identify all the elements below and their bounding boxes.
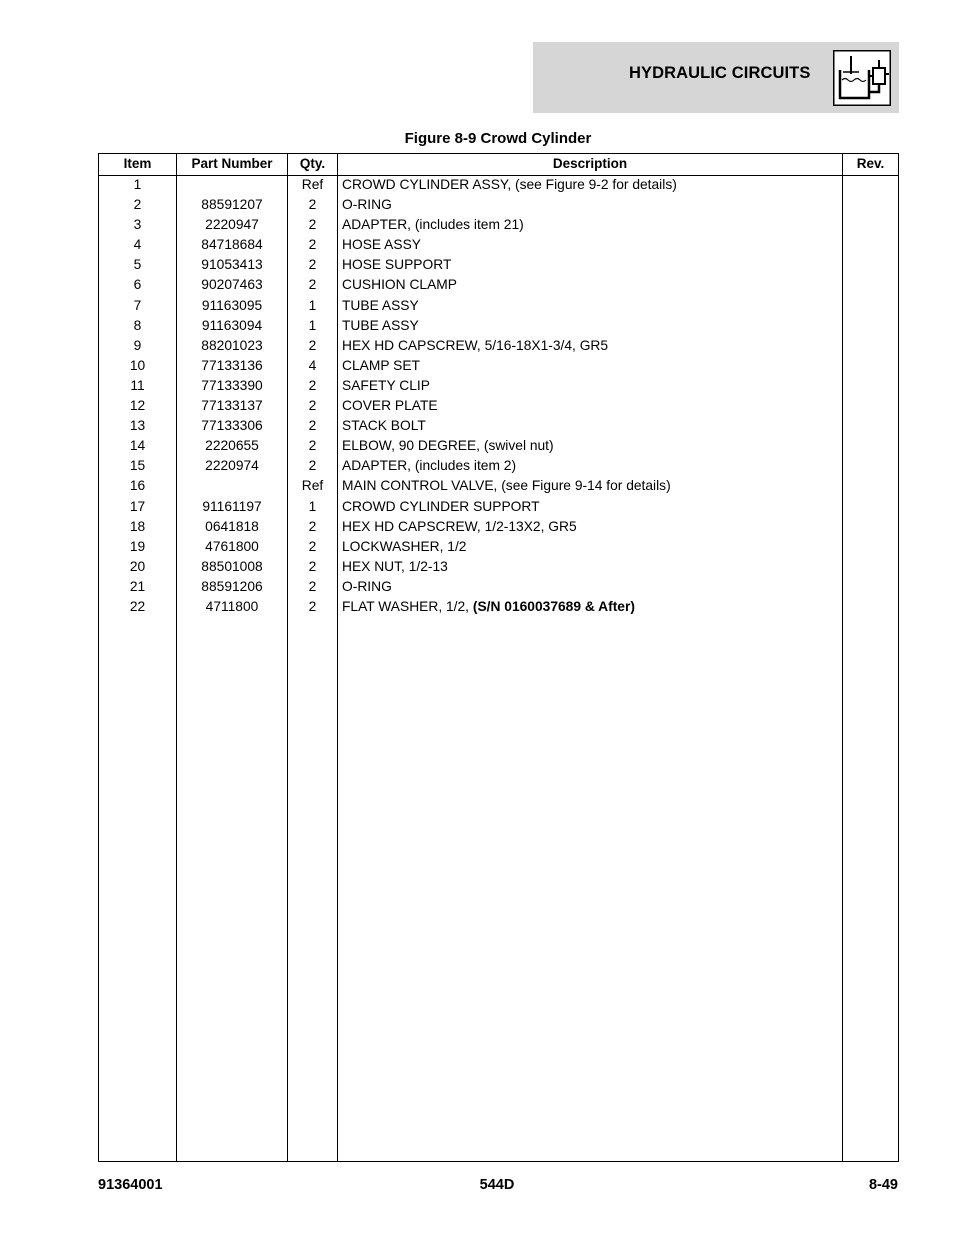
footer-page-number: 8-49 bbox=[868, 1177, 898, 1193]
description-cell bbox=[342, 517, 842, 537]
part-number-cell: 84718684 bbox=[201, 237, 263, 253]
part-number-cell: 91163094 bbox=[201, 317, 263, 333]
item-cell: 22 bbox=[129, 598, 146, 614]
item-cell: 7 bbox=[133, 297, 142, 313]
part-number-cell: 4711800 bbox=[205, 598, 259, 614]
table-row bbox=[99, 316, 898, 336]
description-text: CROWD CYLINDER ASSY, (see Figure 9-2 for details) bbox=[342, 177, 677, 192]
table-row bbox=[99, 456, 898, 476]
qty-cell: 2 bbox=[308, 438, 317, 454]
footer-model: 544D bbox=[479, 1177, 515, 1193]
item-cell: 2 bbox=[133, 197, 142, 213]
item-cell: 11 bbox=[130, 377, 145, 393]
qty-cell: Ref bbox=[301, 478, 324, 494]
qty-cell: 2 bbox=[308, 538, 317, 554]
part-number-cell: 88201023 bbox=[201, 337, 263, 353]
description-text: FLAT WASHER, 1/2, bbox=[342, 598, 473, 614]
table-row bbox=[99, 476, 898, 496]
part-number-cell: 91163095 bbox=[201, 297, 263, 313]
description-cell bbox=[342, 416, 842, 436]
description-cell bbox=[342, 275, 842, 295]
table-row bbox=[99, 175, 898, 195]
parts-table bbox=[98, 153, 899, 1162]
table-row bbox=[99, 396, 898, 416]
part-number-cell: 91161197 bbox=[202, 498, 262, 514]
table-row bbox=[99, 275, 898, 295]
item-cell: 5 bbox=[133, 257, 142, 273]
table-row bbox=[99, 557, 898, 577]
item-cell: 1 bbox=[133, 177, 142, 192]
item-cell: 9 bbox=[133, 337, 142, 353]
table-row bbox=[99, 436, 898, 456]
item-cell: 16 bbox=[129, 478, 146, 494]
table-row bbox=[99, 537, 898, 557]
item-cell: 3 bbox=[133, 217, 142, 233]
table-row bbox=[99, 255, 898, 275]
column-header-rev: Rev. bbox=[856, 156, 885, 171]
qty-cell: 2 bbox=[308, 598, 317, 614]
description-text: HOSE SUPPORT bbox=[342, 257, 452, 273]
description-text: CLAMP SET bbox=[342, 357, 420, 373]
qty-cell: 2 bbox=[308, 558, 317, 574]
description-note: (S/N 0160037689 & After) bbox=[472, 598, 635, 614]
column-header-part-number: Part Number bbox=[191, 156, 273, 171]
figure-title: Figure 8-9 Crowd Cylinder bbox=[404, 130, 592, 147]
qty-cell: 2 bbox=[308, 217, 317, 233]
description-cell bbox=[342, 597, 842, 617]
description-text: TUBE ASSY bbox=[342, 297, 419, 313]
item-cell: 19 bbox=[129, 538, 146, 554]
description-text: HEX HD CAPSCREW, 5/16-18X1-3/4, GR5 bbox=[342, 337, 609, 353]
description-cell bbox=[342, 336, 842, 356]
description-cell bbox=[342, 215, 842, 235]
description-cell bbox=[342, 316, 842, 336]
description-text: COVER PLATE bbox=[342, 398, 438, 414]
qty-cell: 2 bbox=[308, 197, 317, 213]
item-cell: 15 bbox=[129, 458, 146, 474]
description-cell bbox=[342, 296, 842, 316]
qty-cell: 2 bbox=[308, 277, 317, 293]
item-cell: 14 bbox=[129, 438, 146, 454]
item-cell: 12 bbox=[129, 398, 146, 414]
part-number-cell: 88501008 bbox=[201, 558, 263, 574]
part-number-cell: 77133136 bbox=[201, 357, 263, 373]
part-number-cell: 88591207 bbox=[201, 197, 263, 213]
qty-cell: 2 bbox=[308, 377, 317, 393]
table-row bbox=[99, 356, 898, 376]
column-header-item: Item bbox=[123, 156, 152, 171]
description-text: HEX HD CAPSCREW, 1/2-13X2, GR5 bbox=[342, 518, 577, 534]
table-row bbox=[99, 497, 898, 517]
part-number-cell: 77133390 bbox=[201, 377, 263, 393]
table-row bbox=[99, 336, 898, 356]
description-text: O-RING bbox=[342, 197, 392, 213]
table-row bbox=[99, 235, 898, 255]
part-number-cell: 0641818 bbox=[205, 518, 259, 534]
description-text: O-RING bbox=[342, 578, 392, 594]
table-row bbox=[99, 215, 898, 235]
part-number-cell: 2220974 bbox=[205, 458, 259, 474]
part-number-cell: 2220655 bbox=[205, 438, 259, 454]
description-cell bbox=[342, 456, 842, 476]
item-cell: 20 bbox=[129, 558, 146, 574]
description-text: TUBE ASSY bbox=[342, 317, 419, 333]
description-cell bbox=[342, 577, 842, 597]
table-body bbox=[99, 175, 898, 617]
description-cell bbox=[342, 537, 842, 557]
part-number-cell: 91053413 bbox=[201, 257, 263, 273]
description-cell bbox=[342, 436, 842, 456]
qty-cell: 1 bbox=[308, 297, 317, 313]
qty-cell: 1 bbox=[308, 498, 317, 514]
table-row bbox=[99, 416, 898, 436]
section-header bbox=[533, 42, 899, 113]
item-cell: 18 bbox=[129, 518, 146, 534]
description-text: MAIN CONTROL VALVE, (see Figure 9-14 for details) bbox=[342, 478, 671, 494]
item-cell: 8 bbox=[133, 317, 142, 333]
description-cell bbox=[342, 497, 842, 517]
table-row bbox=[99, 195, 898, 215]
item-cell: 4 bbox=[133, 237, 142, 253]
qty-cell: 2 bbox=[308, 337, 317, 353]
part-number-cell: 4761800 bbox=[205, 538, 259, 554]
qty-cell: 2 bbox=[308, 578, 317, 594]
qty-cell: 2 bbox=[308, 458, 317, 474]
column-header-description: Description bbox=[552, 156, 628, 171]
description-cell bbox=[342, 476, 842, 496]
description-text: HEX NUT, 1/2-13 bbox=[342, 558, 448, 574]
description-text: HOSE ASSY bbox=[342, 237, 421, 253]
description-text: CUSHION CLAMP bbox=[342, 277, 457, 293]
description-cell bbox=[342, 175, 842, 195]
description-cell bbox=[342, 356, 842, 376]
table-row bbox=[99, 517, 898, 537]
description-cell bbox=[342, 255, 842, 275]
description-cell bbox=[342, 376, 842, 396]
item-cell: 17 bbox=[129, 498, 146, 514]
description-cell bbox=[342, 396, 842, 416]
table-row bbox=[99, 376, 898, 396]
description-cell bbox=[342, 195, 842, 215]
section-title: HYDRAULIC CIRCUITS bbox=[629, 64, 811, 82]
qty-cell: 2 bbox=[308, 398, 317, 414]
item-cell: 13 bbox=[129, 418, 146, 434]
footer-part-number: 91364001 bbox=[98, 1177, 163, 1193]
qty-cell: 2 bbox=[308, 257, 317, 273]
description-cell bbox=[342, 235, 842, 255]
hydraulic-circuit-icon bbox=[833, 50, 891, 106]
table-row bbox=[99, 577, 898, 597]
qty-cell: 2 bbox=[308, 518, 317, 534]
description-text: ELBOW, 90 DEGREE, (swivel nut) bbox=[342, 438, 554, 454]
table-row bbox=[99, 597, 898, 617]
description-text: STACK BOLT bbox=[342, 418, 426, 434]
table-row bbox=[99, 296, 898, 316]
part-number-cell: 88591206 bbox=[201, 578, 263, 594]
description-text: ADAPTER, (includes item 21) bbox=[342, 217, 524, 233]
qty-cell: 2 bbox=[308, 418, 317, 434]
description-cell bbox=[342, 557, 842, 577]
part-number-cell: 77133306 bbox=[201, 418, 263, 434]
description-text: LOCKWASHER, 1/2 bbox=[342, 538, 467, 554]
description-text: ADAPTER, (includes item 2) bbox=[342, 458, 517, 474]
part-number-cell: 77133137 bbox=[201, 398, 263, 414]
item-cell: 6 bbox=[133, 277, 142, 293]
item-cell: 21 bbox=[129, 578, 146, 594]
description-text: CROWD CYLINDER SUPPORT bbox=[342, 498, 540, 514]
part-number-cell: 90207463 bbox=[201, 277, 263, 293]
qty-cell: 1 bbox=[308, 317, 317, 333]
qty-cell: Ref bbox=[301, 177, 324, 192]
description-text: SAFETY CLIP bbox=[342, 377, 430, 393]
part-number-cell: 2220947 bbox=[205, 217, 259, 233]
qty-cell: 2 bbox=[308, 237, 317, 253]
column-header-qty: Qty. bbox=[299, 156, 326, 171]
qty-cell: 4 bbox=[308, 357, 317, 373]
item-cell: 10 bbox=[129, 357, 146, 373]
